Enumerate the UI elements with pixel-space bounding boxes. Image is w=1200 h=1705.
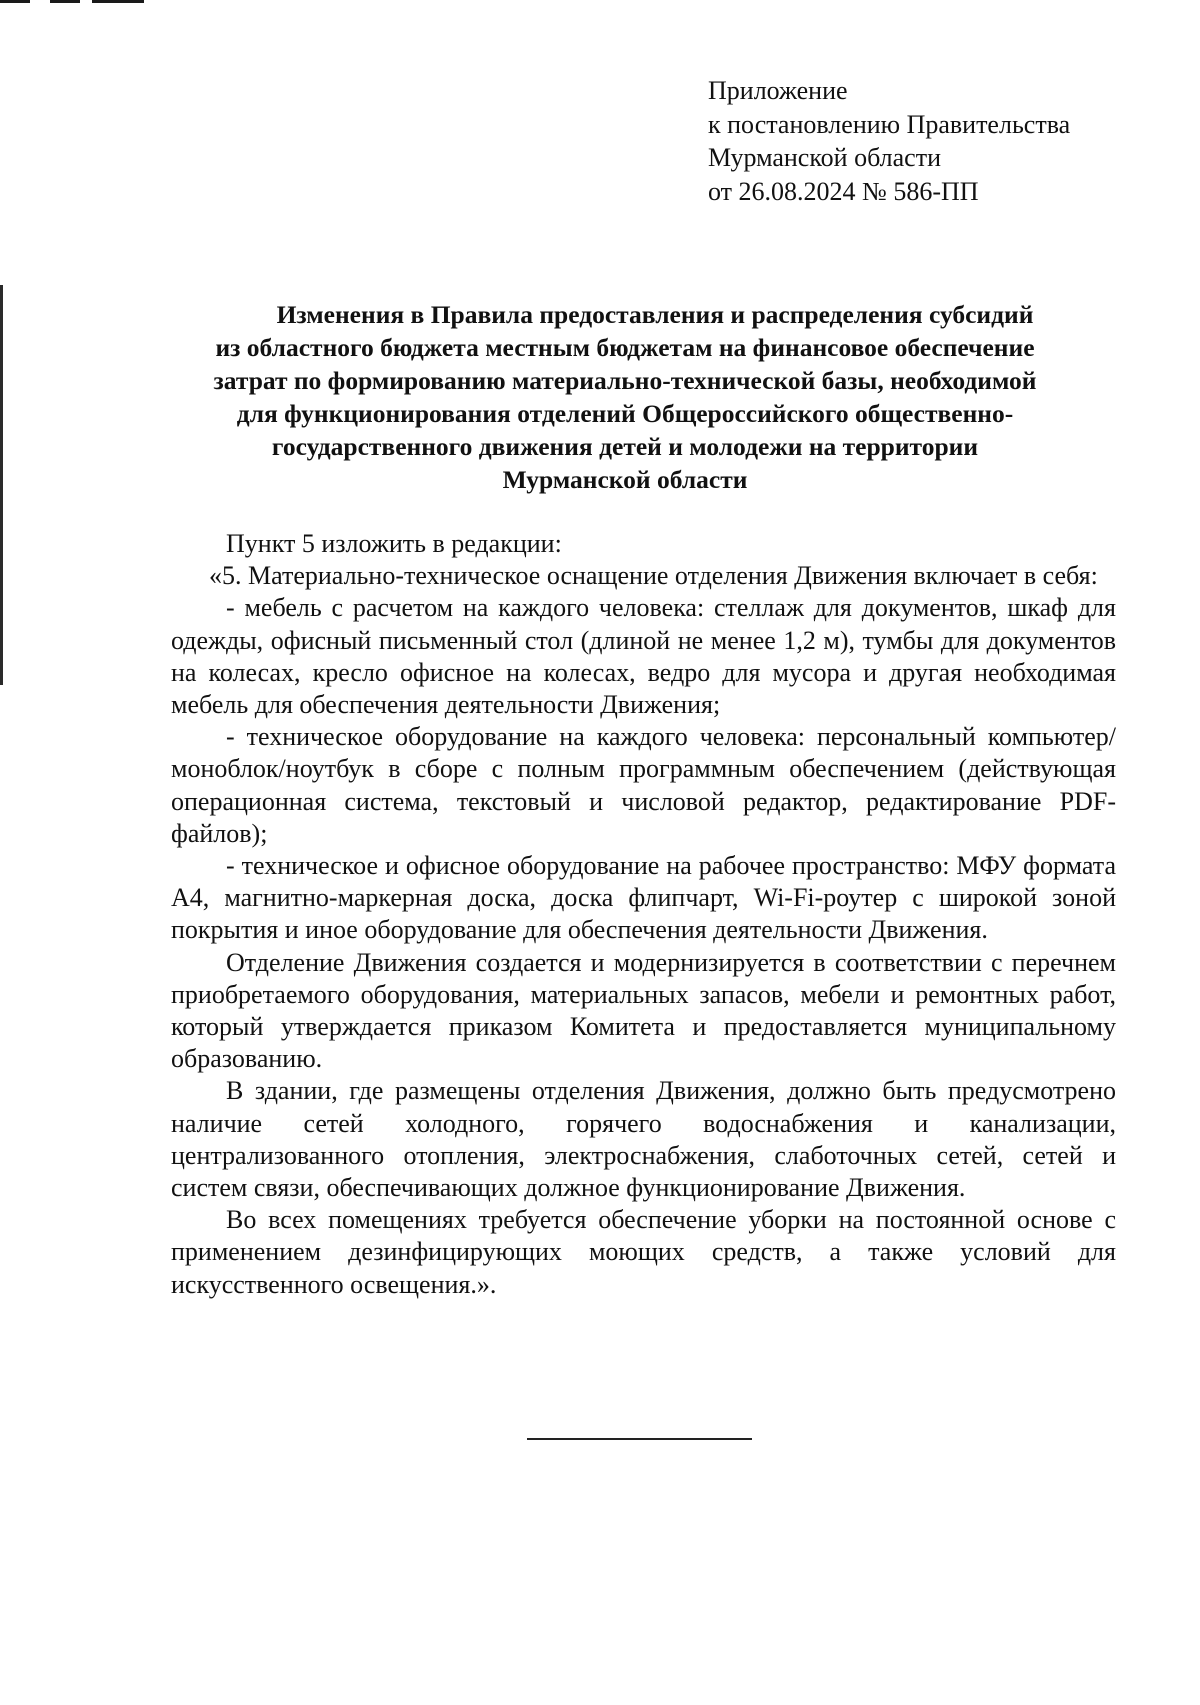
title-line: из областного бюджета местным бюджетам на финансовое обеспечение [215, 333, 1035, 362]
appendix-line: Приложение [708, 76, 848, 105]
body-paragraph-list-item: - мебель с расчетом на каждого человека: стеллаж для документов, шкаф для одежды, офисный письменный стол (длиной не менее 1,2 м), тумбы для документов на колесах, кресло офисное на колесах, ведро для мусора и другая необходимая мебель для обеспечения деятельности Движения; [171, 593, 1116, 720]
title-line: затрат по формированию материально-технической базы, необходимой [213, 366, 1037, 395]
document-title [150, 298, 1100, 496]
scan-artifact-top [50, 0, 80, 3]
end-divider-line [527, 1438, 752, 1440]
appendix-line: Мурманской области [708, 143, 941, 172]
body-paragraph-list-item: - техническое и офисное оборудование на рабочее пространство: МФУ формата А4, магнитно-маркерная доска, доска флипчарт, Wi-Fi-роутер с широкой зоной покрытия и иное оборудование для обеспечения деятельности Движения. [171, 851, 1116, 945]
title-line: государственного движения детей и молодежи на территории [271, 432, 979, 461]
scan-artifact-top [92, 0, 144, 3]
appendix-date-number: от 26.08.2024 № 586-ПП [708, 176, 979, 206]
body-paragraph: «5. Материально-техническое оснащение отделения Движения включает в себя: [209, 561, 1098, 591]
appendix-header [708, 74, 1070, 208]
body-paragraph: Отделение Движения создается и модернизируется в соответствии с перечнем приобретаемого оборудования, материальных запасов, мебели и ремонтных работ, который утверждается приказом Комитета и предоставляется муниципальному образованию. [171, 947, 1116, 1074]
body-paragraph: В здании, где размещены отделения Движения, должно быть предусмотрено наличие сетей холодного, горячего водоснабжения и канализации, централизованного отопления, электроснабжения, слаботочных сетей, сетей и систем связи, обеспечивающих должное функционирование Движения. [171, 1076, 1116, 1203]
appendix-line: к постановлению Правительства [708, 109, 1071, 139]
title-line: для функционирования отделений Общероссийского общественно- [236, 399, 1014, 428]
document-body [171, 528, 1116, 1301]
title-line: Изменения в Правила предоставления и распределения субсидий [276, 300, 1034, 329]
body-paragraph: Во всех помещениях требуется обеспечение уборки на постоянной основе с применением дезинфицирующих моющих средств, а также условий для искусственного освещения.». [171, 1205, 1116, 1299]
body-paragraph-intro: Пункт 5 изложить в редакции: [226, 529, 562, 558]
title-line: Мурманской области [502, 465, 748, 494]
scan-artifact-left-edge [0, 285, 3, 685]
scan-artifact-top [0, 0, 30, 3]
body-paragraph-list-item: - техническое оборудование на каждого человека: персональный компьютер/моноблок/ноутбук в сборе с полным программным обеспечением (действующая операционная система, текстовый и числовой редактор, редактирование PDF-файлов); [171, 722, 1116, 848]
